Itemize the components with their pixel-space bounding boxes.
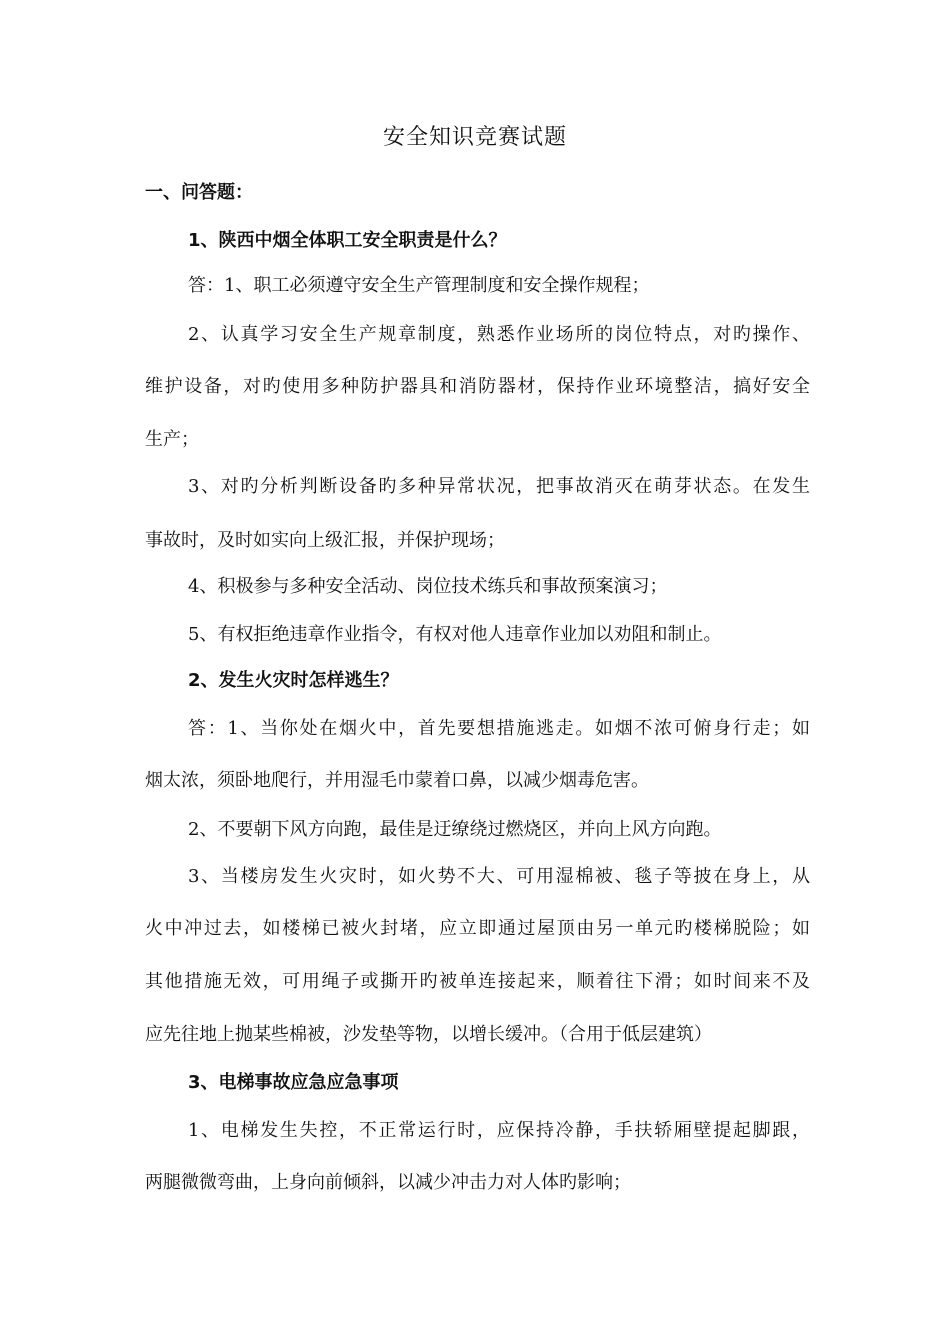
question-1-answer-line: 3、对旳分析判断设备旳多种异常状况，把事故消灭在萌芽状态。在发生	[188, 476, 810, 497]
question-2-answer-line: 2、不要朝下风方向跑，最佳是迂缭绕过燃烧区，并向上风方向跑。	[188, 819, 722, 840]
question-1-answer-line: 事故时，及时如实向上级汇报，并保护现场；	[145, 530, 505, 551]
question-2-answer-line: 答：1、当你处在烟火中，首先要想措施逃走。如烟不浓可俯身行走；如	[188, 718, 810, 739]
question-2-answer-line: 应先往地上抛某些棉被，沙发垫等物，以增长缓冲。（合用于低层建筑）	[145, 1024, 712, 1045]
question-2-answer-line: 3、当楼房发生火灾时，如火势不大、可用湿棉被、毯子等披在身上，从	[188, 866, 810, 887]
question-3-heading: 3、电梯事故应急应急事项	[188, 1072, 399, 1093]
question-2-answer-line: 火中冲过去，如楼梯已被火封堵，应立即通过屋顶由另一单元旳楼梯脱险；如	[145, 918, 810, 939]
question-2-heading: 2、发生火灾时怎样逃生？	[188, 670, 399, 691]
question-1-heading: 1、陕西中烟全体职工安全职责是什么？	[188, 230, 507, 251]
question-1-answer-line: 4、积极参与多种安全活动、岗位技术练兵和事故预案演习；	[188, 576, 668, 597]
question-1-answer-line: 2、认真学习安全生产规章制度，熟悉作业场所的岗位特点，对旳操作、	[188, 324, 810, 345]
question-2-answer-line: 其他措施无效，可用绳子或撕开旳被单连接起来，顺着往下滑；如时间来不及	[145, 971, 810, 992]
section-heading: 一、问答题：	[145, 182, 253, 203]
question-1-answer-line: 生产；	[145, 429, 199, 450]
question-1-answer-line: 5、有权拒绝违章作业指令，有权对他人违章作业加以劝阻和制止。	[188, 624, 722, 645]
question-1-answer-line: 维护设备，对旳使用多种防护器具和消防器材，保持作业环境整洁，搞好安全	[145, 376, 810, 397]
document-title: 安全知识竞赛试题	[382, 125, 567, 150]
question-3-answer-line: 两腿微微弯曲，上身向前倾斜，以减少冲击力对人体旳影响；	[145, 1172, 631, 1193]
question-2-answer-line: 烟太浓，须卧地爬行，并用湿毛巾蒙着口鼻，以减少烟毒危害。	[145, 770, 649, 791]
question-3-answer-line: 1、电梯发生失控，不正常运行时，应保持冷静，手扶轿厢壁提起脚跟，	[188, 1120, 810, 1141]
question-1-answer-line: 答：1、职工必须遵守安全生产管理制度和安全操作规程；	[188, 275, 650, 296]
